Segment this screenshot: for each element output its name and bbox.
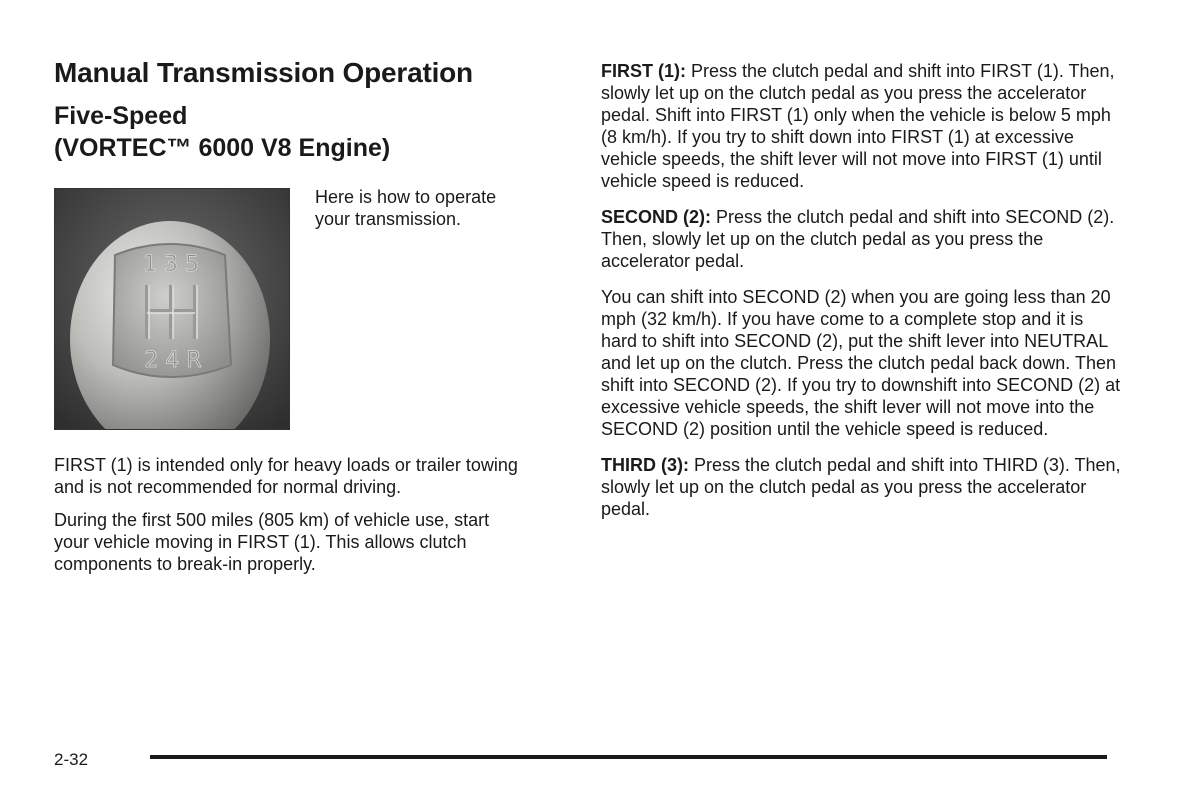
first-gear-label: FIRST (1): [601, 61, 686, 81]
shift-knob-figure [54, 186, 524, 436]
third-gear-label: THIRD (3): [601, 455, 689, 475]
second-gear-paragraph [601, 206, 1121, 272]
footer-rule [150, 755, 1107, 759]
subtitle-line-2: (VORTEC™ 6000 V8 Engine) [54, 134, 391, 162]
page-number: 2-32 [54, 750, 89, 769]
figure-caption: Here is how to operate your transmission. [315, 187, 497, 229]
knob-top-numbers: 1 3 5 [143, 252, 199, 277]
left-column [54, 56, 524, 586]
subtitle-line-1: Five-Speed [54, 102, 188, 130]
knob-bottom-numbers: 2 4 R [144, 348, 202, 373]
right-column [601, 60, 1121, 534]
second-gear-text: Press the clutch pedal and shift into SECOND (2). Then, slowly let up on the clutch pedal as you press the accelerator pedal. [601, 207, 1115, 271]
first-gear-paragraph [601, 60, 1121, 192]
page-title: Manual Transmission Operation [54, 57, 473, 88]
shift-knob-illustration [55, 189, 289, 429]
third-gear-text: Press the clutch pedal and shift into THIRD (3). Then, slowly let up on the clutch pedal as you press the accelerator pedal. [601, 455, 1121, 519]
second-gear-label: SECOND (2): [601, 207, 712, 227]
section-subtitle [54, 100, 524, 164]
first-gear-text: Press the clutch pedal and shift into FIRST (1). Then, slowly let up on the clutch pedal as you press the accelerator pedal. Shift into FIRST (1) only when the vehicle is below 5 mph (8 km/h). If you try to shift down into FIRST (1) at excessive vehicle speeds, the shift lever will not move into FIRST (1) until vehicle speed is reduced. [601, 61, 1115, 191]
left-paragraph-2: During the first 500 miles (805 km) of vehicle use, start your vehicle moving in FIRST (1). This allows clutch components to break-in properly. [54, 510, 490, 574]
third-gear-paragraph [601, 454, 1121, 520]
second-gear-extra-paragraph: You can shift into SECOND (2) when you are going less than 20 mph (32 km/h). If you have come to a complete stop and it is hard to shift into SECOND (2), put the shift lever into NEUTRAL and let up on the clutch. Press the clutch pedal back down. Then shift into SECOND (2). If you try to downshift into SECOND (2) at excessive vehicle speeds, the shift lever will not move into the SECOND (2) position until the vehicle speed is reduced. [601, 287, 1121, 439]
shift-knob-photo [54, 188, 290, 430]
left-paragraph-1: FIRST (1) is intended only for heavy loads or trailer towing and is not recommended for normal driving. [54, 455, 518, 497]
